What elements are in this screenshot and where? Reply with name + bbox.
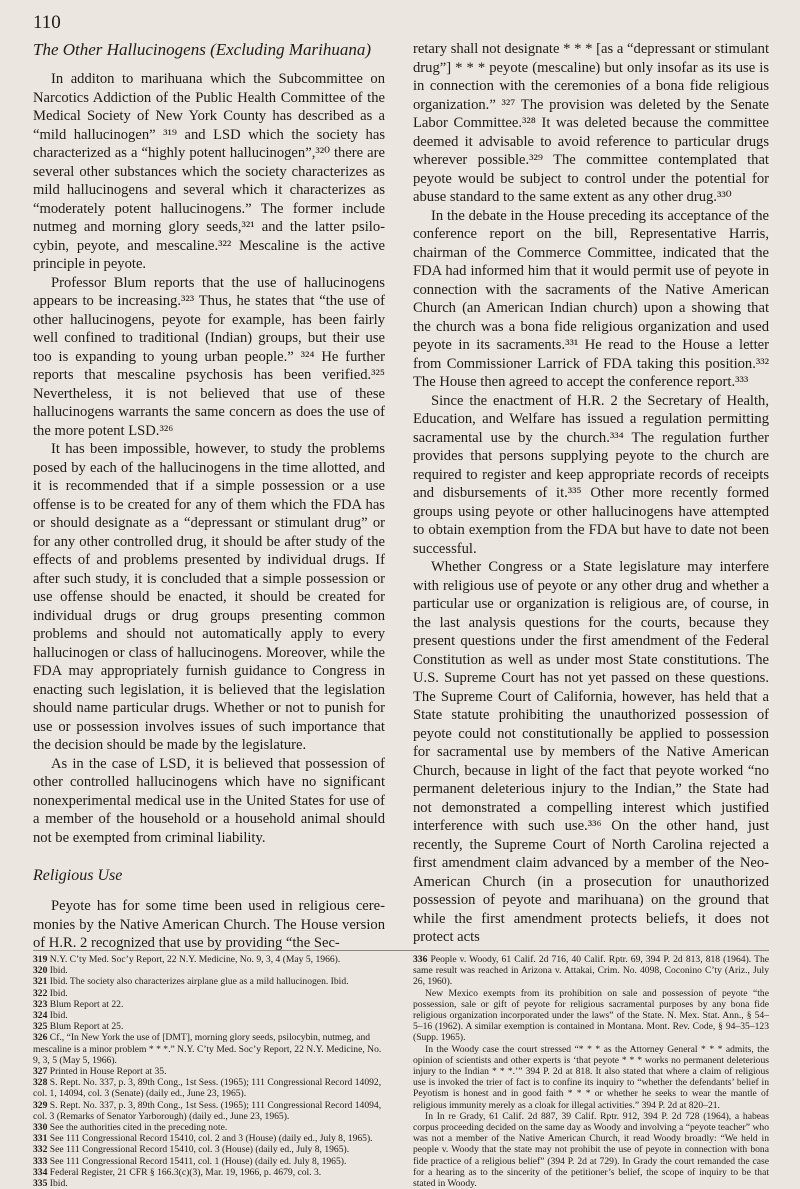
- footnote: [413, 954, 769, 988]
- footnote-number: 327: [33, 1066, 48, 1078]
- footnote-text: Ibid.: [49, 1010, 68, 1022]
- footnote-text: N.Y. C’ty Med. Soc’y Report, 22 N.Y. Medicine, No. 9, 3, 4 (May 5, 1966).: [49, 954, 341, 965]
- footnote: [33, 1144, 389, 1155]
- footnote-number: 326: [33, 1032, 48, 1044]
- footnote: [33, 1167, 389, 1178]
- footnote-number: 320: [33, 965, 48, 977]
- left-column: [33, 40, 385, 953]
- page-number: 110: [33, 12, 61, 33]
- footnote-continuation: In In re Grady, 61 Calif. 2d 887, 39 Calif. Rptr. 912, 394 P. 2d 728 (1964), a habeas corpus proceeding decided on the same day as Woody and involving a “peyote teacher” who was not a member of the Native American Church, it read Woody broadly: “We held in people v. Woody that the state may not prohibit the use of peyote in connection with bona fide practice of a religious belief” (394 P. 2d at 729). In Grady the court remanded the case for a hearing as to the sincerity of the petitioner’s belief, the scope of inquiry to be that stated in Woody.: [413, 1110, 769, 1189]
- footnote: [33, 999, 389, 1010]
- footnote-text: See 111 Congressional Record 15410, col. 2 and 3 (House) (daily ed., July 8, 1965).: [49, 1133, 373, 1145]
- footnote-number: 332: [33, 1144, 48, 1156]
- footnote-text: See the authorities cited in the preceding note.: [49, 1122, 228, 1134]
- footnote-text: Ibid.: [49, 987, 68, 999]
- footnote-continuation: New Mexico exempts from its prohibition on sale and possession of peyote “the possession, sale or gift of peyote for religious sacramental purposes by any bona fide religious organization incorporated under the laws” of the State. N. Mex. Stat. Ann., § 54–5–16 (1962). A similar exemption is contained in Montana. Mont. Rev. Code, § 94–35–123 (Supp. 1965).: [413, 987, 769, 1044]
- footnote: [33, 1021, 389, 1032]
- footnote-text: Blum Report at 25.: [49, 1021, 124, 1033]
- body-paragraph: Whether Congress or a State legislature may interfere with religious use of peyote or any other drug and whether a particular use or organization is religious are, of course, in the last analysis questions for the courts, because they present questions under the first amendment of the Federal Constitution as well as under most State constitutions. The U.S. Supreme Court has not yet passed on these questions. The Supreme Court of California, however, has held that a State statute prohibiting the unauthorized possession of peyote could not constitutionally be applied to possession for sacramental use by members of the Native American Church, because in light of the fact that peyote worked “no permanent deleterious injury to the Indian,” the State had not demonstrated a compelling interest which justified interference with such use.³³⁶ On the other hand, just recently, the Supreme Court of North Carolina rejected a first amendment claim advanced by a member of the Neo-American Church (in a prosecution for unauthorized possession of peyote and marihuana) on the ground that while the first amendment protects beliefs, it does not protect acts: [413, 559, 769, 945]
- footnote-text: People v. Woody, 61 Calif. 2d 716, 40 Calif. Rptr. 69, 394 P. 2d 813, 818 (1964). The same result was reached in Arizona v. Attakai, Crim. No. 4098, Coconino C’ty (Ariz., July 26, 1960).: [413, 954, 769, 988]
- footnote-number: 331: [33, 1133, 48, 1145]
- footnote-number: 328: [33, 1077, 48, 1089]
- footnote: [33, 1156, 389, 1167]
- footnote-number: 324: [33, 1010, 48, 1022]
- body-paragraph: In the debate in the House preceding its acceptance of the conference report on the bill, Representative Harris, chairman of the Commerce Committee, indicated that the FDA had informed him that it would permit use of peyote in connection with the sacraments of the Native American Church (an American Indian church) upon a showing that the church was a bona fide religious organization and used peyote in its sacraments.³³¹ He read to the House a letter from Commissioner Larrick of FDA taking this position.³³² The House then agreed to accept the conference report.³³³: [413, 207, 769, 390]
- footnote-text: Cf., “In New York the use of [DMT], morning glory seeds, psilocybin, nutmeg, and mescaline is a minor problem * * *.” N.Y. C’ty Med. Soc’y Report, 22 N.Y. Medicine, No. 9, 3, 5 (May 5, 1966).: [33, 1032, 382, 1066]
- right-footnotes: [413, 954, 769, 1189]
- footnote-number: 330: [33, 1122, 48, 1134]
- right-column: [413, 40, 769, 947]
- section-subheading: Religious Use: [33, 867, 123, 884]
- footnote-text: Printed in House Report at 35.: [49, 1066, 167, 1078]
- footnote-text: Ibid.: [49, 965, 68, 977]
- body-paragraph: It has been impossible, however, to study the problems posed by each of the hallucinogens in the time allotted, and it is recommended that if a simple possession or a use offense is to be created for any of them which the FDA has or should designate as a “depressant or stimulant drug” or for any other controlled drug, it should be after study of the effects of and problems presented by individual drugs. If after such study, it is concluded that a simple possession or use offense should be enacted, it should be created for individual drugs or drug groups presenting common problems and should not automatically apply to every hallucinogen or class of hallucinogens. Moreover, while the FDA may appropriately furnish guidance to Congress in enacting such legislation, it is believed that the legislation should name particular drugs. Whether or not to punish for use or possession involves issues of such importance that the decision should be made by the legislature.: [33, 441, 385, 753]
- footnote-number: 322: [33, 987, 48, 999]
- footnote-number: 321: [33, 976, 48, 988]
- footnote-number: 335: [33, 1178, 48, 1189]
- footnote: [33, 1133, 389, 1144]
- body-paragraph: In additon to marihuana which the Subcommittee on Narcotics Addiction of the Public Health Committee of the Medical Society of New York County has described as a “mild hallucinogen” ³¹⁹ and LSD which the society has characterized as a “highly potent hallucinogen”,³²⁰ there are several other substances which the society characterizes as mild hallucinogens and several which it characterizes as “moderately potent hallucinogens.” The former include nutmeg and morning glory seeds,³²¹ and the latter psilocybin, peyote, and mescaline.³²² Mescaline is the active principle in peyote.: [33, 71, 385, 272]
- footnote-number: 319: [33, 954, 48, 965]
- footnote: [33, 1010, 389, 1021]
- footnote: [33, 1032, 389, 1066]
- footnote-text: See 111 Congressional Record 15410, col. 3 (House) (daily ed., July 8, 1965).: [49, 1144, 350, 1156]
- footnote: [33, 1066, 389, 1077]
- footnote-number: 323: [33, 998, 48, 1010]
- footnote-number: 333: [33, 1155, 48, 1167]
- footnote: [33, 1077, 389, 1099]
- footnote-text: S. Rept. No. 337, p. 3, 89th Cong., 1st Sess. (1965); 111 Congressional Record 14094, col. 3 (Remarks of Senator Yarborough) (daily ed., June 23, 1965).: [33, 1099, 382, 1122]
- body-paragraph: retary shall not designate * * * [as a “depressant or stimulant drug”] * * * peyote (mescaline) but only insofar as its use is in connection with the ceremonies of a bona fide religious organization.” ³²⁷ The provision was deleted by the Senate Labor Committee.³²⁸ It was deleted because the committee deemed it advisable to avoid reference to particular drugs wherever possible.³²⁹ The committee contemplated that peyote would be subject to control under the potential for abuse standard to the same extent as any other drug.³³⁰: [413, 41, 769, 205]
- footnote-text: Ibid.: [49, 1178, 68, 1189]
- body-paragraph: As in the case of LSD, it is believed that possession of other controlled hallucinogens which have no significant nonexperimental medical use in the United States for use of a member of the household or a household animal should not be exempted from criminal liability.: [33, 755, 385, 846]
- footnote-continuation: In the Woody case the court stressed “* * * as the Attorney General * * * admits, the opinion of scientists and other experts is ‘that peyote * * * works no permanent deleterious injury to the Indian * * *.’” 394 P. 2d at 818. It also stated that where a claim of religious use is invoked the trier of fact is to confine its inquiry to “whether the defendants’ belief in Peyotism is honest and in good faith * * * or whether he seeks to wear the mantle of religious immunity merely as a cloak for illegal activities.” 394 P. 2d at 820–21.: [413, 1043, 769, 1111]
- footnote: [33, 988, 389, 999]
- footnote-number: 336: [413, 954, 428, 965]
- body-paragraph: Since the enactment of H.R. 2 the Secretary of Health, Education, and Welfare has issued a regulation permitting sacramental use by the church.³³⁴ The regulation further provides that persons supplying peyote to the church are required to register and keep appropriate records of receipts and disbursements of it.³³⁵ Other more recently formed groups using peyote or other hallucinogens have attempted to obtain exemption from the FDA but have to date not been successful.: [413, 392, 769, 557]
- footnote-text: See 111 Congressional Record 15411, col. 1 (House) (daily ed. July 8, 1965).: [49, 1155, 347, 1167]
- footnote: [33, 976, 389, 987]
- footnote-number: 334: [33, 1166, 48, 1178]
- footnote-text: Ibid. The society also characterizes airplane glue as a mild hallucinogen. Ibid.: [49, 976, 349, 988]
- footnote: [33, 954, 389, 965]
- footnote-text: Federal Register, 21 CFR § 166.3(c)(3), Mar. 19, 1966, p. 4679, col. 3.: [49, 1166, 322, 1178]
- footnote: [33, 1122, 389, 1133]
- footnote-divider: [33, 950, 769, 951]
- footnote: [33, 965, 389, 976]
- left-footnotes: [33, 954, 389, 1189]
- footnote: [33, 1100, 389, 1122]
- footnote-number: 329: [33, 1099, 48, 1111]
- footnote: [33, 1178, 389, 1189]
- body-paragraph: Professor Blum reports that the use of hallucinogens appears to be increasing.³²³ Thus, he states that “the use of other hallucinogens, peyote for example, has been fairly well confined to traditional (Indian) groups, but their use too is expanding to young urban people.” ³²⁴ He further reports that mescaline psychosis has been verified.³²⁵ Nevertheless, it is not believed that use of these hallucinogens warrants the same concern as does the use of the more potent LSD.³²⁶: [33, 274, 385, 439]
- footnote-text: Blum Report at 22.: [49, 998, 124, 1010]
- footnote-number: 325: [33, 1021, 48, 1033]
- body-paragraph: Peyote has for some time been used in religious ceremonies by the Native American Church. The House version of H.R. 2 recognized that use by providing “the Sec-: [33, 898, 385, 951]
- chapter-title: The Other Hallucinogens (Excluding Marihuana): [33, 40, 372, 59]
- footnote-text: S. Rept. No. 337, p. 3, 89th Cong., 1st Sess. (1965); 111 Congressional Record 14092, col. 1, 14094, col. 3 (Senate) (daily ed., June 23, 1965).: [33, 1077, 382, 1100]
